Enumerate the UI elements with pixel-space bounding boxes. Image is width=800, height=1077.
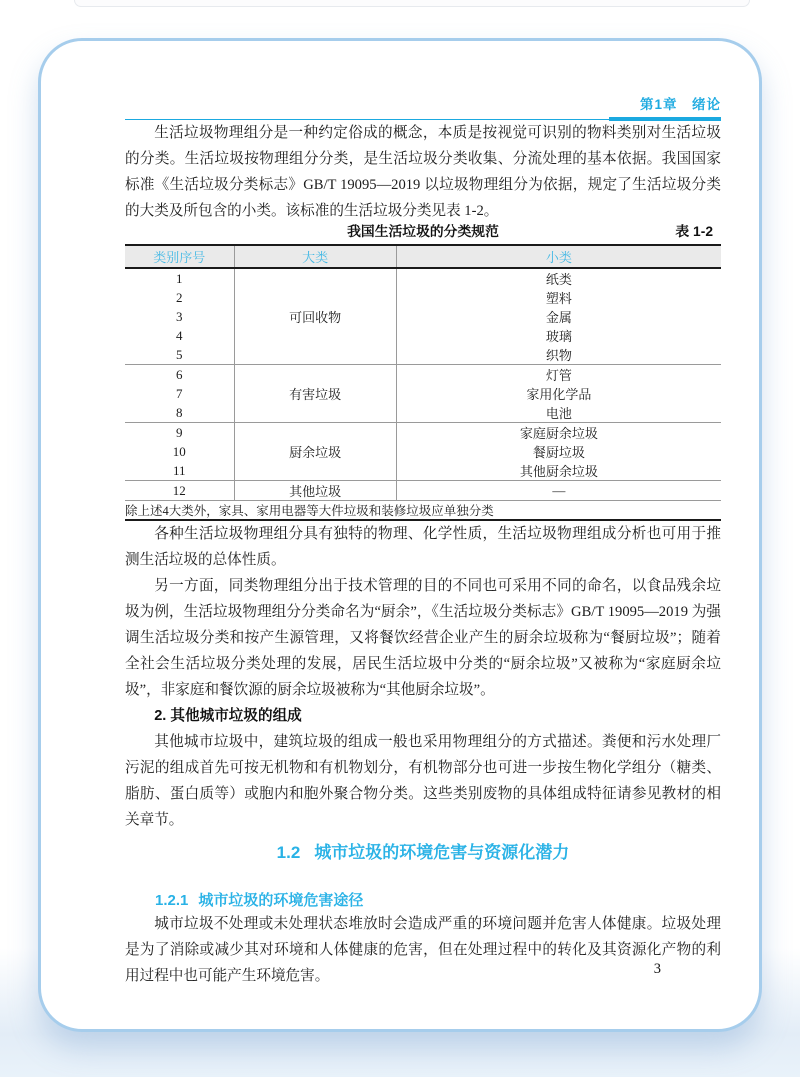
page-content bbox=[125, 41, 721, 989]
cell-minor-category: 家庭厨余垃圾 bbox=[519, 426, 598, 441]
book-page bbox=[38, 38, 762, 1032]
cell-minor-category: — bbox=[396, 481, 721, 501]
cell-minor-category: 其他厨余垃圾 bbox=[396, 461, 721, 481]
subheading-other-municipal-waste: 2. 其他城市垃圾的组成 bbox=[154, 708, 302, 724]
cell-minor-category: 塑料 bbox=[545, 291, 572, 306]
cell-minor-category: 餐厨垃圾 bbox=[532, 445, 585, 460]
cell-minor-category: 玻璃 bbox=[545, 329, 572, 344]
cell-major-category: 有害垃圾 bbox=[234, 365, 396, 423]
chapter-header-text: 第1章 绪论 bbox=[639, 97, 721, 112]
table-row bbox=[125, 365, 721, 385]
cell-category-index: 6 bbox=[125, 365, 234, 385]
cell-major-category: 可回收物 bbox=[234, 268, 396, 365]
table-row bbox=[125, 442, 721, 461]
cell-category-index: 2 bbox=[125, 288, 234, 307]
header-rule bbox=[125, 119, 721, 120]
table-row bbox=[125, 288, 721, 307]
header-rule-accent bbox=[609, 117, 721, 121]
column-header-index: 类别序号 bbox=[125, 245, 234, 268]
table-header-row bbox=[125, 245, 721, 268]
paragraph-other-waste-composition: 其他城市垃圾中，建筑垃圾的组成一般也采用物理组分的方式描述。粪便和污水处理厂污泥的组成首先可按无机物和有机物划分，有机物部分也可进一步按生物化学组分（糖类、脂肪、蛋白质等）或胞内和胞外聚合物分类。这些类别废物的具体组成特征请参见教材的相关章节。 bbox=[125, 734, 721, 828]
section-1-2-heading bbox=[125, 841, 721, 865]
cell-category-index: 3 bbox=[125, 307, 234, 326]
previous-page-edge bbox=[74, 0, 750, 7]
cell-category-index: 10 bbox=[125, 442, 234, 461]
section-1-2-number: 1.2 bbox=[276, 843, 301, 862]
waste-classification-table bbox=[125, 244, 721, 521]
section-1-2-title: 城市垃圾的环境危害与资源化潜力 bbox=[314, 843, 570, 862]
table-note-row bbox=[125, 501, 721, 521]
cell-category-index: 9 bbox=[125, 423, 234, 443]
paragraph-environmental-harm: 城市垃圾不处理或未处理状态堆放时会造成严重的环境问题并危害人体健康。垃圾处理是为了消除或减少其对环境和人体健康的危害，但在处理过程中的转化及其资源化产物的利用过程中也可能产生环境危害。 bbox=[125, 916, 721, 984]
cell-minor-category: 织物 bbox=[396, 345, 721, 365]
table-title: 我国生活垃圾的分类规范 bbox=[347, 224, 499, 239]
cell-minor-category: 纸类 bbox=[545, 272, 572, 287]
table-row bbox=[125, 481, 721, 501]
table-row bbox=[125, 326, 721, 345]
paragraph-properties: 各种生活垃圾物理组分具有独特的物理、化学性质，生活垃圾物理组成分析也可用于推测生活垃圾的总体性质。 bbox=[125, 526, 721, 568]
table-row bbox=[125, 345, 721, 365]
column-header-major: 大类 bbox=[234, 245, 396, 268]
cell-category-index: 1 bbox=[125, 268, 234, 288]
table-note: 除上述4大类外，家具、家用电器等大件垃圾和装修垃圾应单独分类 bbox=[125, 501, 721, 521]
column-header-minor: 小类 bbox=[396, 245, 721, 268]
table-row bbox=[125, 384, 721, 403]
table-row bbox=[125, 403, 721, 423]
table-row bbox=[125, 423, 721, 443]
cell-category-index: 8 bbox=[125, 403, 234, 423]
section-1-2-1-title: 城市垃圾的环境危害途径 bbox=[198, 892, 364, 909]
paragraph-naming: 另一方面，同类物理组分出于技术管理的目的不同也可采用不同的命名，以食品残余垃圾为例，生活垃圾物理组分分类命名为“厨余”，《生活垃圾分类标志》GB/T 19095—2019 为强调生活垃圾分类和按产生源管理，又将餐饮经营企业产生的厨余垃圾称为“餐厨垃圾”；随着全社会生活垃圾分类处理的发展，居民生活垃圾中分类的“厨余垃圾”又被称为“家庭厨余垃圾”，非家庭和餐饮源的厨余垃圾被称为“其他厨余垃圾”。 bbox=[125, 578, 721, 698]
section-1-2-1-number: 1.2.1 bbox=[155, 892, 189, 909]
cell-category-index: 12 bbox=[125, 481, 234, 501]
section-1-2-1-heading bbox=[125, 891, 721, 911]
cell-category-index: 4 bbox=[125, 326, 234, 345]
cell-minor-category: 家用化学品 bbox=[526, 387, 592, 402]
table-row bbox=[125, 268, 721, 288]
table-row bbox=[125, 461, 721, 481]
cell-minor-category: 灯管 bbox=[545, 368, 572, 383]
cell-category-index: 11 bbox=[125, 461, 234, 481]
cell-major-category: 厨余垃圾 bbox=[234, 423, 396, 481]
chapter-header bbox=[125, 96, 721, 113]
paragraph-physical-components: 生活垃圾物理组分是一种约定俗成的概念，本质是按视觉可识别的物料类别对生活垃圾的分类。生活垃圾按物理组分分类，是生活垃圾分类收集、分流处理的基本依据。我国国家标准《生活垃圾分类标志》GB/T 19095—2019 以垃圾物理组分为依据，规定了生活垃圾分类的大类及所包含的小类。该标准的生活垃圾分类见表 1-2。 bbox=[125, 125, 721, 219]
page-number: 3 bbox=[653, 961, 661, 977]
cell-category-index: 5 bbox=[125, 345, 234, 365]
cell-minor-category: 电池 bbox=[396, 403, 721, 423]
table-caption bbox=[125, 224, 721, 240]
cell-minor-category: 金属 bbox=[545, 310, 572, 325]
cell-major-category: 其他垃圾 bbox=[234, 481, 396, 501]
cell-category-index: 7 bbox=[125, 384, 234, 403]
table-row bbox=[125, 307, 721, 326]
table-label: 表 1-2 bbox=[675, 224, 713, 239]
